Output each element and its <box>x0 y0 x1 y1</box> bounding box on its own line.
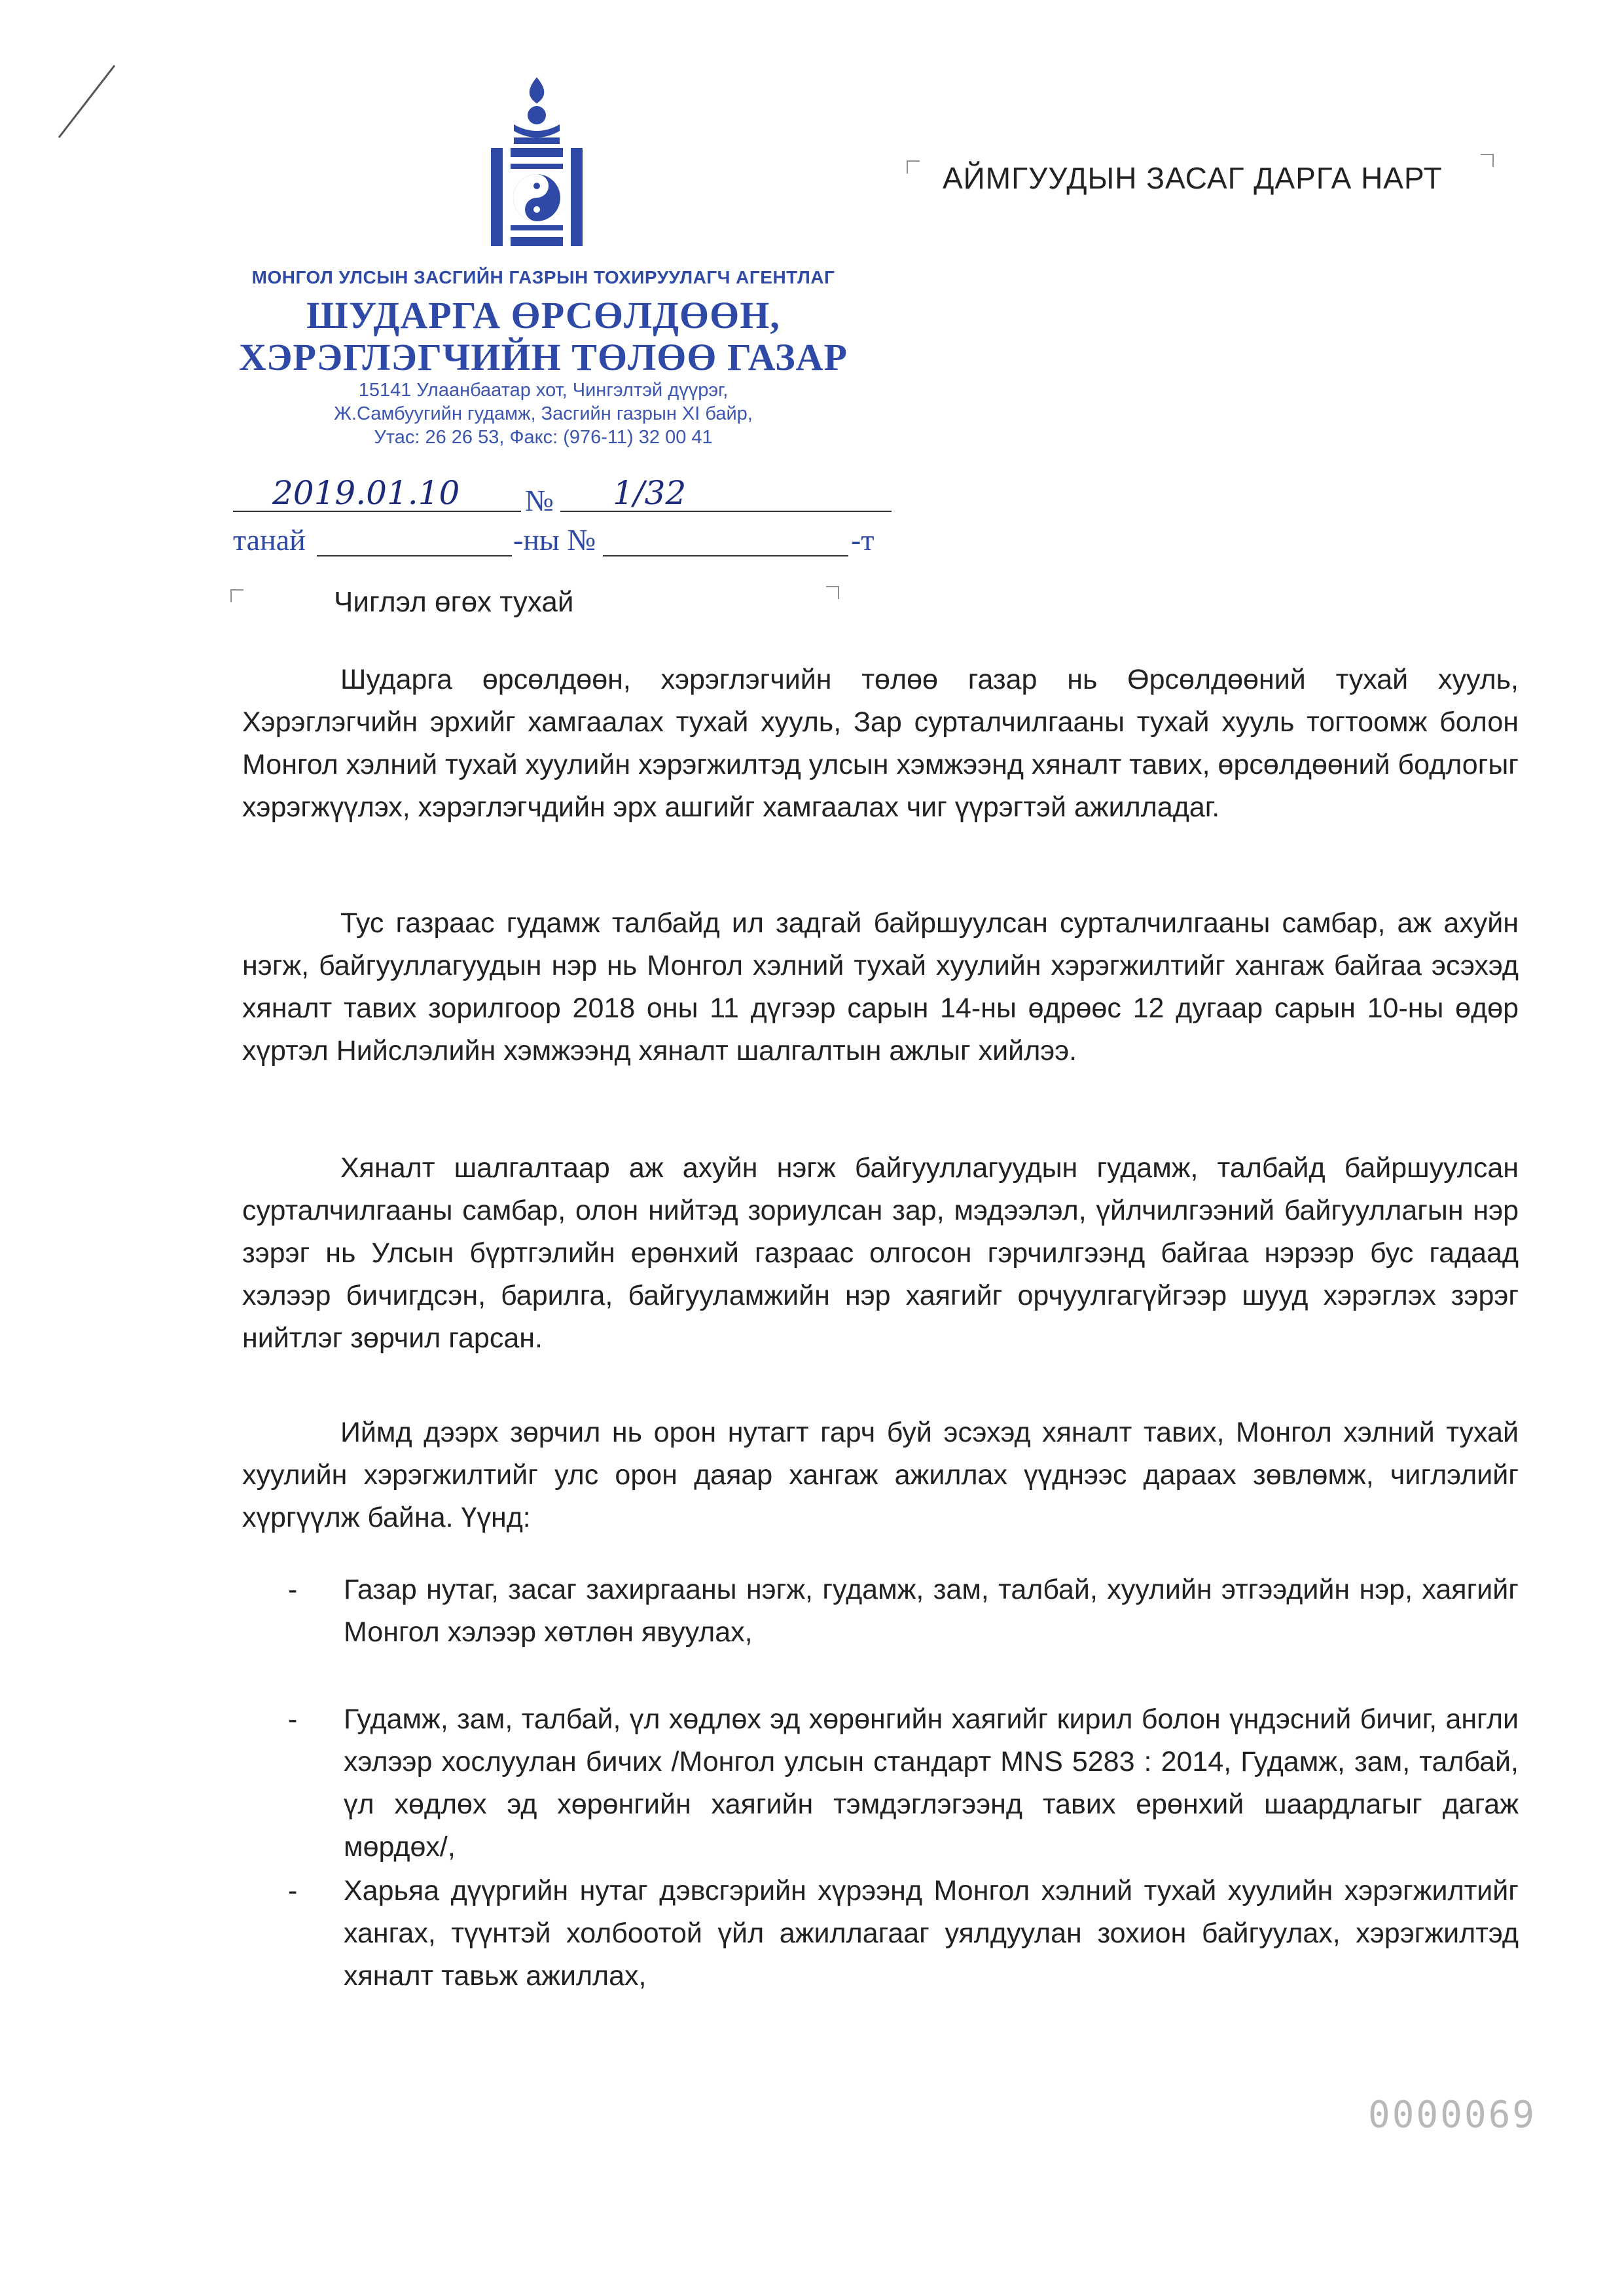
body-paragraph: Тус газраас гудамж талбайд ил задгай байршуулсан сурталчилгааны самбар, аж ахуйн нэгж, байгууллагуудын нэр нь Монгол хэлний тухай хуулийн хэрэгжилтийг хангаж байгаа эсэхэд хяналт тавих зорилгоор 2018 оны 11 дүгээр сарын 14-ны өдрөөс 12 дугаар сарын 10-ны өдөр хүртэл Нийслэлийн хэмжээнд хяналт шалгалтын ажлыг хийлээ. <box>242 907 1519 1066</box>
bullet-item <box>288 1569 1519 1654</box>
address-line: 15141 Улаанбаатар хот, Чингэлтэй дүүрэг, <box>358 380 729 401</box>
bullet-text: Газар нутаг, засаг захиргааны нэгж, гудамж, зам, талбай, хуулийн этгээдийн нэр, хаягийг Монгол хэлээр хөтлөн явуулах, <box>344 1574 1519 1648</box>
agency-name-line1: ШУДАРГА ӨРСӨЛДӨӨН, <box>306 294 780 337</box>
number-label: № <box>525 484 554 517</box>
corner-mark <box>1481 154 1494 167</box>
address-line: Ж.Самбуугийн гудамж, Засгийн газрын XI байр, <box>334 403 753 424</box>
recipient: АЙМГУУДЫН ЗАСАГ ДАРГА НАРТ <box>943 161 1443 195</box>
corner-mark <box>907 160 920 173</box>
agency-parent-name: МОНГОЛ УЛСЫН ЗАСГИЙН ГАЗРЫН ТОХИРУУЛАГЧ АГЕНТЛАГ <box>251 267 835 287</box>
agency-name-line2: ХЭРЭГЛЭГЧИЙН ТӨЛӨӨ ГАЗАР <box>239 336 848 378</box>
bullet-item <box>288 1698 1519 1868</box>
your-label: танай <box>233 523 306 556</box>
bullet-text: Гудамж, зам, талбай, үл хөдлөх эд хөрөнгийн хаягийг кирил болон үндэсний бичиг, англи хэлээр хослуулан бичих /Монгол улсын стандарт MNS 5283 : 2014, Гудамж, зам, талбай, үл хөдлөх эд хөрөнгийн хаягийн тэмдэглэгээнд тавих ерөнхий шаардлагыг дагаж мөрдөх/, <box>344 1704 1519 1863</box>
body-paragraph: Шударга өрсөлдөөн, хэрэглэгчийн төлөө газар нь Өрсөлдөөний тухай хууль, Хэрэглэгчийн эрхийг хамгаалах тухай хууль, Зар сурталчилгааны тухай хууль тогтоомж болон Монгол хэлний тухай хуулийн хэрэгжилтэд улсын хэмжээнд хяналт тавих, өрсөлдөөний бодлогыг хэрэгжүүлэх, хэрэглэгчдийн эрх ашгийг хамгаалах чиг үүрэгтэй ажилладаг. <box>242 664 1519 823</box>
handwritten-number: 1/32 <box>613 474 687 512</box>
handwritten-date: 2019.01.10 <box>272 474 460 512</box>
bullet-text: Харьяа дүүргийн нутаг дэвсгэрийн хүрээнд Монгол хэлний тухай хуулийн хэрэгжилтийг хангах, түүнтэй холбоотой үйл ажиллагааг уялдуулан зохион байгуулах, хэрэгжилтэд хяналт тавьж ажиллах, <box>344 1875 1519 1992</box>
reference-line <box>233 522 892 562</box>
agency-name <box>216 295 871 378</box>
page-stamp-number: 0000069 <box>1368 2094 1537 2136</box>
your-number-label: -ны № <box>513 523 596 556</box>
suffix-label: -т <box>851 523 875 556</box>
bullet-item <box>288 1870 1519 1997</box>
pen-mark <box>52 59 131 144</box>
body-paragraph: Иймд дээрх зөрчил нь орон нутагт гарч буй эсэхэд хяналт тавих, Монгол хэлний тухай хуулийн хэрэгжилтийг улс орон даяар хангаж ажиллах үүднээс дараах зөвлөмж, чиглэлийг хүргүүлж байна. Үүнд: <box>242 1417 1519 1533</box>
state-emblem-icon <box>488 77 586 254</box>
bullet-marker: - <box>288 1875 298 1906</box>
bullet-marker: - <box>288 1704 298 1735</box>
registration-line <box>233 474 892 520</box>
bullet-marker: - <box>288 1574 298 1605</box>
contact-line: Утас: 26 26 53, Факс: (976-11) 32 00 41 <box>374 427 713 448</box>
corner-mark <box>826 586 839 599</box>
corner-mark <box>230 589 244 602</box>
body-paragraph: Хяналт шалгалтаар аж ахуйн нэгж байгууллагуудын гудамж, талбайд байршуулсан сурталчилгааны самбар, олон нийтэд зориулсан зар, мэдээлэл, үйлчилгээний байгууллагын нэр зэрэг нь Улсын бүртгэлийн ерөнхий газраас олгосон гэрчилгээнд байгаа нэрээр бус гадаад хэлээр бичигдсэн, барилга, байгууламжийн нэр хаягийг орчуулгагүйгээр шууд хэрэглэх зэрэг нийтлэг зөрчил гарсан. <box>242 1152 1519 1354</box>
subject: Чиглэл өгөх тухай <box>334 586 574 618</box>
